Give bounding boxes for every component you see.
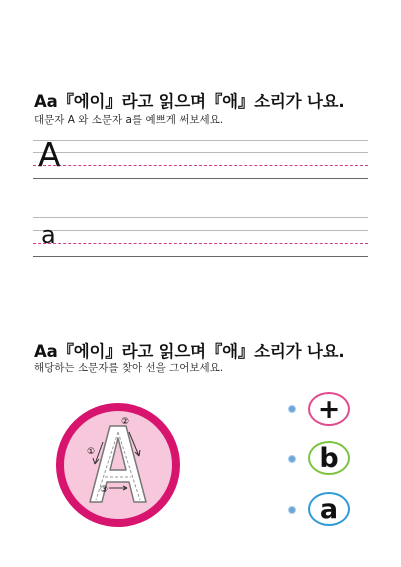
stroke-number-2: ② <box>121 417 130 427</box>
letter-tracing-illustration[interactable] <box>55 402 181 528</box>
guide-line-top <box>33 217 368 218</box>
section1-heading: Aa『에이』라고 읽으며『애』소리가 나요. <box>34 92 345 111</box>
guide-line-top <box>33 140 368 141</box>
section2-heading: Aa『에이』라고 읽으며『애』소리가 나요. <box>34 342 345 361</box>
connect-dot[interactable] <box>288 506 296 514</box>
section2-instruction: 해당하는 소문자를 찾아 선을 그어보세요. <box>34 362 224 374</box>
guide-line-base <box>33 256 368 257</box>
option-plus-oval[interactable]: + <box>308 392 350 426</box>
stroke-number-3: ③ <box>100 485 109 495</box>
guide-line-base <box>33 178 368 179</box>
stroke-number-1: ① <box>87 447 96 457</box>
lowercase-a-sample: a <box>41 221 56 249</box>
guide-line-upper <box>33 230 368 231</box>
connect-dot[interactable] <box>288 405 296 413</box>
guide-line-upper <box>33 152 368 153</box>
connect-dot[interactable] <box>288 455 296 463</box>
guide-line-mid <box>33 165 368 166</box>
guide-line-mid <box>33 243 368 244</box>
uppercase-a-sample: A <box>38 135 61 174</box>
section1-instruction: 대문자 A 와 소문자 a를 예쁘게 써보세요. <box>34 114 224 126</box>
option-b-oval[interactable]: b <box>308 441 350 475</box>
option-a-oval[interactable]: a <box>308 492 350 526</box>
